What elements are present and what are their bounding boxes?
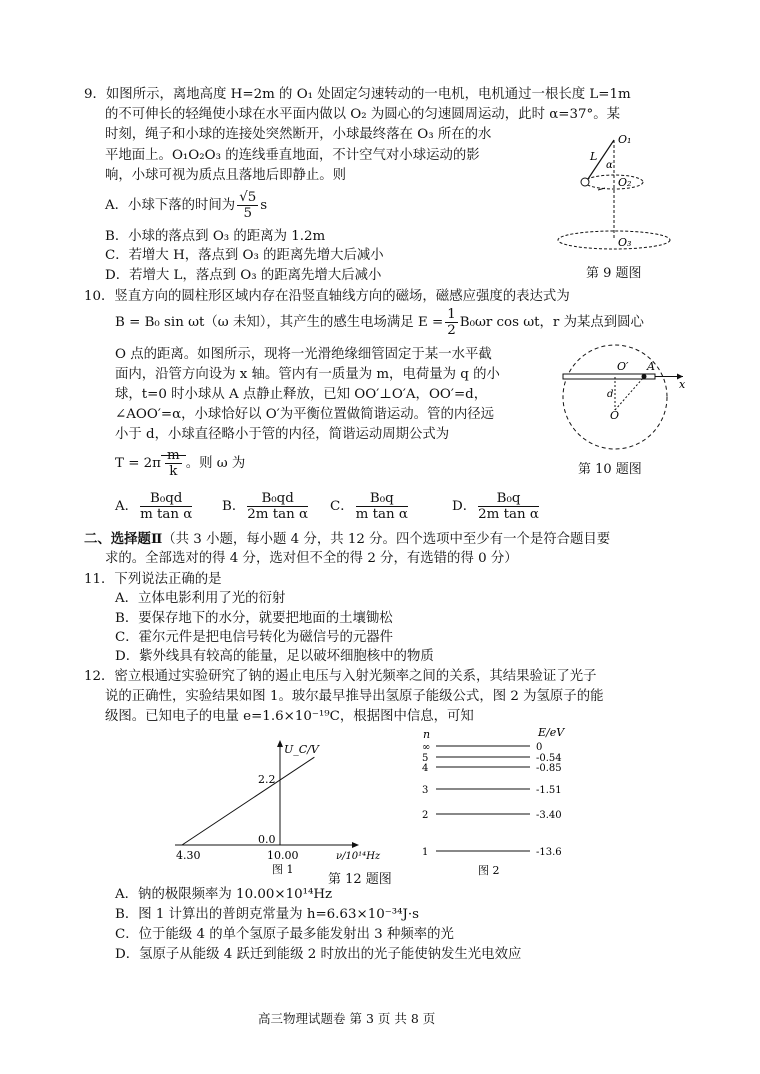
q10-option-b: B． $\frac{\text{B₀qd}}{\text{2m tan α}}$ <box>222 491 308 522</box>
q12-fig1-chart <box>170 735 400 875</box>
q10-label-o: O <box>610 409 620 422</box>
q10-line5: 球，t=0 时小球从 A 点静止释放，已知 OO′⊥O′A，OO′=d， <box>115 387 488 402</box>
q12-line3: 级图。已知电子的电量 e=1.6×10⁻¹⁹C，根据图中信息，可知 <box>105 709 474 724</box>
q10-line4: 面内，沿管方向设为 x 轴。管内有一质量为 m，电荷量为 q 的小 <box>115 367 500 382</box>
fig2-level-n: 5 <box>422 753 429 764</box>
q12-line2: 说的正确性，实验结果如图 1。玻尔最早推导出氢原子能级公式，图 2 为氢原子的能 <box>105 689 604 704</box>
fig1-x-tick-left: 4.30 <box>176 849 201 862</box>
q9-line2: 的不可伸长的轻绳使小球在水平面内做以 O₂ 为圆心的匀速圆周运动，此时 α=37°。某 <box>105 107 621 122</box>
fig2-level-energy: 0 <box>536 742 543 753</box>
q11-option-d: D．紫外线具有较高的能量，足以破坏细胞核中的物质 <box>115 649 434 664</box>
fig2-level-n: 4 <box>422 763 429 774</box>
fig2-level-energy: -3.40 <box>536 810 562 821</box>
fig2-n-header: n <box>423 728 431 741</box>
q11-option-c: C．霍尔元件是把电信号转化为磁信号的元器件 <box>115 630 394 645</box>
fig2-level-energy: -0.85 <box>536 763 562 774</box>
q10-line3: O 点的距离。如图所示，现将一光滑绝缘细管固定于某一水平截 <box>115 347 492 362</box>
q9-label-o2: O₂ <box>618 176 632 189</box>
fig1-x-label: ν/10¹⁴Hz <box>336 851 381 862</box>
q9-label-alpha: α <box>606 160 613 171</box>
q10-line6: ∠AOO′=α，小球恰好以 O′为平衡位置做简谐运动。管的内径远 <box>115 407 495 422</box>
page-footer: 高三物理试题卷 第 3 页 共 8 页 <box>258 1011 436 1026</box>
section2-line2: 求的。全部选对的得 4 分，选对但不全的得 2 分，有选错的得 0 分） <box>105 551 518 566</box>
q10-option-d: D． $\frac{\text{B₀q}}{\text{2m tan α}}$ <box>452 491 539 522</box>
fig1-data-line <box>182 757 314 845</box>
fig2-level-energy: -0.54 <box>536 753 562 764</box>
fig1-caption: 图 1 <box>272 863 294 875</box>
fig2-level-n: 1 <box>422 847 429 858</box>
q10-line1: 10．竖直方向的圆柱形区域内存在沿竖直轴线方向的磁场，磁感应强度的表达式为 <box>84 289 570 304</box>
fig2-level-n: 2 <box>422 810 429 821</box>
fig1-y-label: U_C/V <box>284 743 319 756</box>
fig2-level-n: 3 <box>422 785 429 796</box>
q11-stem: 11．下列说法正确的是 <box>84 572 222 587</box>
fig2-caption: 图 2 <box>478 864 500 876</box>
q9-line3: 时刻，绳子和小球的连接处突然断开，小球最终落在 O₃ 所在的水 <box>105 127 492 142</box>
q10-figure <box>555 335 690 455</box>
q10-line8: T = 2π $\frac{m}{k}$ 。则 ω 为 <box>115 448 246 479</box>
q10-figure-caption: 第 10 题图 <box>578 462 642 477</box>
q10-label-a: A <box>647 360 655 373</box>
q12-option-d: D．氢原子从能级 4 跃迁到能级 2 时放出的光子能使钠发生光电效应 <box>115 947 522 962</box>
q10-line2: B = B₀ sin ωt（ω 未知），其产生的感生电场满足 E = $\frac{1}{2}$ B₀ωr cos ωt，r 为某点到圆心 <box>115 307 644 338</box>
q10-label-d: d <box>607 389 614 400</box>
fig2-level-energy: -1.51 <box>536 785 562 796</box>
q11-option-a: A．立体电影利用了光的衍射 <box>115 591 286 606</box>
q9-option-a: A．小球下落的时间为 $\frac{√5}{5}$ s <box>105 190 268 221</box>
fig1-x-tick-right: 10.00 <box>267 849 299 862</box>
section2-line1: 二、选择题Ⅱ（共 3 小题，每小题 4 分，共 12 分。四个选项中至少有一个是符合题目要 <box>84 531 611 547</box>
q12-option-b: B．图 1 计算出的普朗克常量为 h=6.63×10⁻³⁴J·s <box>115 907 420 922</box>
q12-line1: 12．密立根通过实验研究了钠的遏止电压与入射光频率之间的关系，其结果验证了光子 <box>84 669 597 684</box>
q9-line5: 响，小球可视为质点且落地后即静止。则 <box>105 168 347 183</box>
q9-line1: 9．如图所示，离地高度 H=2m 的 O₁ 处固定匀速转动的一电机，电机通过一根长度 L=1m <box>84 87 631 102</box>
q9-option-d: D．若增大 L，落点到 O₃ 的距离先增大后减小 <box>105 268 382 283</box>
q10-label-x: x <box>679 378 686 391</box>
q9-label-o1: O₁ <box>618 133 632 146</box>
q9-option-c: C．若增大 H，落点到 O₃ 的距离先增大后减小 <box>105 248 384 263</box>
fig1-y-tick-zero: 0.0 <box>258 833 276 846</box>
q12-figure-caption: 第 12 题图 <box>328 872 392 887</box>
q9-option-b: B．小球的落点到 O₃ 的距离为 1.2m <box>105 229 326 244</box>
q9-figure <box>550 130 690 255</box>
fig2-e-header: E/eV <box>538 726 565 739</box>
q9-label-o3: O₃ <box>618 236 632 249</box>
q12-fig2-energy-levels <box>418 726 588 876</box>
q10-option-c: C． $\frac{\text{B₀q}}{\text{m tan α}}$ <box>330 491 408 522</box>
fig1-y-tick-top: 2.2 <box>258 773 276 786</box>
q12-option-a: A．钠的极限频率为 10.00×10¹⁴Hz <box>115 887 333 902</box>
q9-figure-caption: 第 9 题图 <box>586 266 642 281</box>
fig2-level-n: ∞ <box>422 742 431 753</box>
q10-line7: 小于 d，小球直径略小于管的内径，简谐运动周期公式为 <box>115 427 450 442</box>
q10-option-a: A． $\frac{\text{B₀qd}}{\text{m tan α}}$ <box>115 491 193 522</box>
q10-label-o-prime: O′ <box>617 360 629 373</box>
fig2-level-energy: -13.6 <box>536 847 562 858</box>
q9-line4: 平地面上。O₁O₂O₃ 的连线垂直地面，不计空气对小球运动的影 <box>105 148 480 163</box>
q11-option-b: B．要保存地下的水分，就要把地面的土壤锄松 <box>115 611 393 626</box>
q12-option-c: C．位于能级 4 的单个氢原子最多能发射出 3 种频率的光 <box>115 927 454 942</box>
q9-label-L: L <box>590 150 598 163</box>
